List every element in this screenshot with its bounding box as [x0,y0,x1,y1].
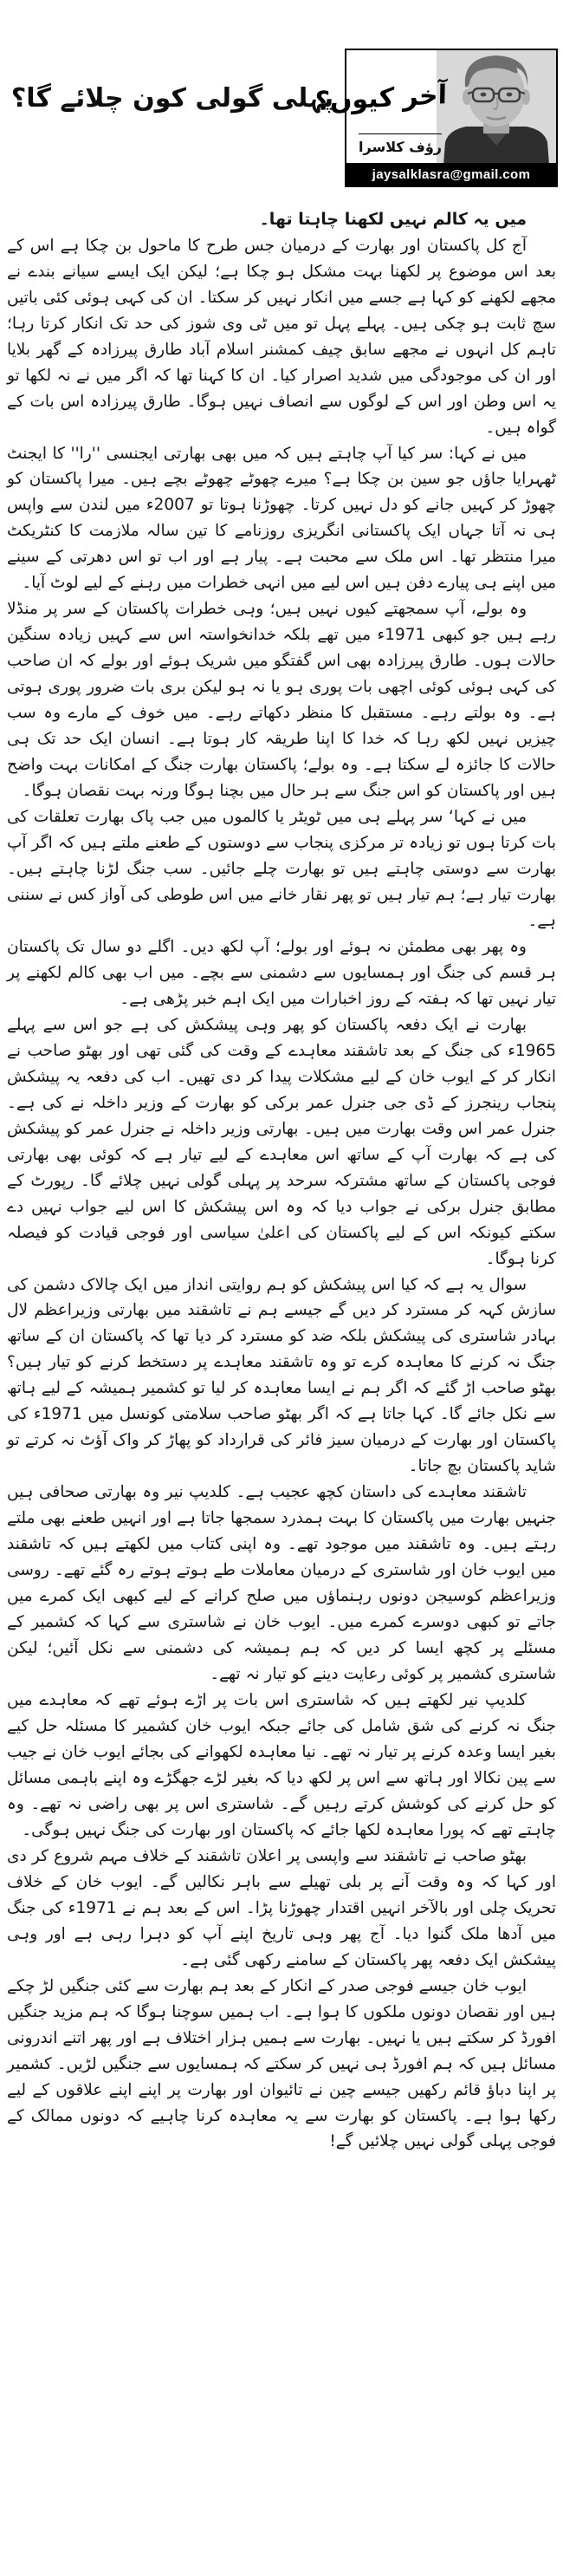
article-body [0,198,563,2179]
article-paragraph: ایوب خان جیسے فوجی صدر کے انکار کے بعد ہم بھارت سے کئی جنگیں لڑ چکے ہیں اور نقصان دونوں ملکوں کا ہوا ہے۔ اب ہمیں سوچنا ہوگا کہ ہم مزید جنگیں افورڈ کر سکتے ہیں یا نہیں۔ بھارت سے ہمیں ہزار اختلاف ہے اور پھر اتنے اندرونی مسائل ہیں کہ ہم افورڈ ہی نہیں کر سکتے کہ ہمسایوں سے جنگیں لڑیں۔ کشمیر پر اپنا دباؤ قائم رکھیں جیسے چین نے تائیوان اور بھارت پر اپنے اپنے علاقوں کے لیے رکھا ہوا ہے۔ پاکستان کو بھارت سے یہ معاہدہ کرنا چاہیے کہ دونوں ممالک کے فوجی پہلی گولی نہیں چلائیں گے! [7,1976,556,2151]
author-name: رؤف کلاسرا [359,133,442,155]
article-paragraph: کلدیپ نیر لکھتے ہیں کہ شاستری اس بات پر اڑے ہوئے تھے کہ معاہدے میں جنگ نہ کرنے کی شق شامل کی جائے جبکہ ایوب خان کشمیر کا مسئلہ حل کیے بغیر ایسا وعدہ کرنے پر تیار نہ تھے۔ نیا معاہدہ لکھوانے کی بجائے ایوب خان نے جیب سے پین نکالا اور ہاتھ سے اس پر لکھ دیا کہ بغیر لڑے جھگڑے وہ اپنے باہمی مسائل کو حل کرنے کی کوشش کرتے رہیں گے۔ شاستری اس پر بھی راضی نہ تھے۔ وہ چاہتے تھے کہ پورا معاہدہ لکھا جائے کہ پاکستان اور بھارت کی جنگ نہیں ہوگی۔ [7,1691,556,1839]
author-portrait-icon [437,50,556,163]
article-paragraph: آج کل پاکستان اور بھارت کے درمیان جس طرح کا ماحول بن چکا ہے اس کے بعد اس موضوع پر لکھنا بہت مشکل ہو چکا ہے؛ لیکن ایک ایسے سیانے بندے نے مجھے لکھنے کو کہا ہے جسے میں انکار نہیں کر سکتا۔ ان کی کہی ہوئی کئی باتیں سچ ثابت ہو چکی ہیں۔ پہلے پہل تو میں ٹی وی شوز کی حد تک انکار کرتا رہا؛ تاہم کل انہوں نے مجھے سابق چیف کمشنر اسلام آباد طارق پیرزادہ کے گھر بلایا اور ان کی موجودگی میں شدید اصرار کیا۔ ان کا کہنا تھا کہ اگر میں نے نہ لکھا تو یہ اس وطن اور اس کے لوگوں سے انصاف نہیں ہوگا۔ طارق پیرزادہ اس بات کے گواہ ہیں۔ [7,236,556,437]
article-paragraph: وہ بولے، آپ سمجھتے کیوں نہیں ہیں؛ وہی خطرات پاکستان کے سر پر منڈلا رہے ہیں جو کبھی 1971ء میں تھے بلکہ خدانخواستہ اس سے کہیں زیادہ سنگین حالات ہوں۔ طارق پیرزادہ بھی اس گفتگو میں شریک ہوئے اور بولے کہ ان صاحب کی کہی ہوئی کوئی اچھی بات پوری ہو یا نہ ہو لیکن بری بات ضرور پوری ہوتی ہے۔ وہ بولتے رہے۔ مستقبل کا منظر دکھاتے رہے۔ میں خوف کے مارے وہ سب چیزیں نہیں لکھ رہا کہ خدا کا اپنا طریقہ کار ہوتا ہے۔ انسان ایک حد تک ہی حالات کا جائزہ لے سکتا ہے۔ وہ بولے؛ پاکستان بھارت جنگ کے امکانات بہت واضح ہیں اور پاکستان کو اس جنگ سے ہر حال میں بچنا ہوگا ورنہ بہت نقصان ہوگا۔ [7,600,556,801]
article-paragraph: سوال یہ ہے کہ کیا اس پیشکش کو ہم روایتی انداز میں ایک چالاک دشمن کی سازش کہہ کر مسترد کر دیں گے جیسے ہم نے تاشقند میں بھارتی وزیراعظم لال بہادر شاستری کی پیشکش بلکہ ضد کو مسترد کر دیا تھا کہ پاکستان ان کے ساتھ جنگ نہ کرنے کا معاہدہ کرے تو وہ تاشقند معاہدے پر دستخط کرنے کو تیار ہیں؟ بھٹو صاحب اڑ گئے کہ اگر ہم نے ایسا معاہدہ کر لیا تو کشمیر ہمیشہ کے لیے ہاتھ سے نکل جائے گا۔ کہا جاتا ہے کہ اگر بھٹو صاحب سلامتی کونسل میں 1971ء کی پاکستان اور بھارت کے درمیان سیز فائر کی قرارداد کو پھاڑ کر واک آؤٹ نہ کرتے تو شاید پاکستان بچ جاتا۔ [7,1275,556,1476]
masthead-box [314,49,558,187]
article-paragraph: بھارت نے ایک دفعہ پاکستان کو پھر وہی پیشکش کی ہے جو اس سے پہلے 1965ء کی جنگ کے بعد تاشقند معاہدے کے وقت کی گئی تھی اور بھٹو صاحب نے انکار کر کے ایوب خان کے لیے مشکلات پیدا کر دی تھیں۔ اب کی دفعہ یہ پیشکش پنجاب رینجرز کے ڈی جی جنرل عمر برکی کو بھارت کے وزیر داخلہ نے کی ہے۔ جنرل عمر اس وقت بھارت میں ہیں۔ بھارتی وزیر داخلہ نے جنرل عمر کو پیشکش کی ہے کہ بھارت آپ کے ساتھ اس معاہدے کے لیے تیار ہے کہ کوئی بھی بھارتی فوجی پاکستان کے ساتھ مشترکہ سرحد پر پہلی گولی نہیں چلائے گا۔ رپورٹ کے مطابق جنرل برکی نے جواب دیا کہ وہ اس پیشکش کا اس لیے جواب نہیں دے سکتے کیونکہ اس کے لیے پاکستان کی اعلیٰ سیاسی اور فوجی قیادت کو فیصلہ کرنا ہوگا۔ [7,1015,556,1268]
article-headline: پہلی گولی کون چلائے گا؟ [10,83,334,114]
article-lead: میں یہ کالم نہیں لکھنا چاہتا تھا۔ [259,210,527,229]
author-email: jaysalklasra@gmail.com [346,163,556,185]
author-photo [437,50,556,163]
article-paragraphs [7,233,556,2156]
article-paragraph: میں نے کہا‘ سر پہلے ہی میں ٹویٹر یا کالموں میں جب پاک بھارت تعلقات کی بات کرتا ہوں تو زیادہ تر مرکزی پنجاب سے دوستوں کے طعنے ملتے ہیں کہ اگر آپ بھارت سے دوستی چاہتے ہیں تو بھارت چلے جائیں۔ سب جنگ لڑنا چاہتے ہیں۔ بھارت تیار ہے؛ ہم تیار ہیں تو پھر نقار خانے میں اس طوطی کی آواز کس نے سننی ہے۔ [7,808,556,930]
article-paragraph: بھٹو صاحب نے تاشقند سے واپسی پر اعلان تاشقند کے خلاف مہم شروع کر دی اور کہا کہ وہ وقت آنے پر بلی تھیلے سے باہر نکالیں گے۔ ایوب خان کے خلاف تحریک چلی اور بالآخر انہیں اقتدار چھوڑنا پڑا۔ اس کے بعد ہم نے 1971ء کی جنگ میں آدھا ملک گنوا دیا۔ آج پھر وہی تاریخ اپنے آپ کو دہرا رہی ہے اور وہی پیشکش ایک دفعہ پھر پاکستان کے سامنے رکھی گئی ہے۔ [7,1846,557,1969]
header-band [0,0,563,198]
column-title-calligraphy: آخر کیوں؟ [314,80,448,118]
article-paragraph: تاشقند معاہدے کی داستان کچھ عجیب ہے۔ کلدیپ نیر وہ بھارتی صحافی ہیں جنہیں بھارت میں پاکستان کا بہت ہمدرد سمجھا جاتا ہے اور انہیں طعنے بھی ملتے رہتے ہیں۔ وہ تاشقند میں موجود تھے۔ وہ اپنی کتاب میں لکھتے ہیں کہ تاشقند میں ایوب خان اور شاستری کے درمیان معاملات طے ہوتے ہوتے رہ گئے تھے۔ روسی وزیراعظم کوسیجن دونوں رہنماؤں میں صلح کرانے کے لیے کبھی ایک کمرے میں جاتے تو کبھی دوسرے کمرے میں۔ ایوب خان نے شاستری سے کہا کہ کشمیر کے مسئلے پر کچھ ایسا کر دیں کہ ہم ہمیشہ کی دشمنی سے نکل آئیں؛ لیکن شاستری کشمیر پر کوئی رعایت دینے کو تیار نہ تھے۔ [7,1483,556,1684]
article-paragraph: وہ پھر بھی مطمئن نہ ہوئے اور بولے؛ آپ لکھ دیں۔ اگلے دو سال تک پاکستان ہر قسم کی جنگ اور ہمسایوں سے دشمنی سے بچے۔ میں اب بھی کالم لکھنے پر تیار نہیں تھا کہ ہفتہ کے روز اخبارات میں ایک اہم خبر پڑھی ہے۔ [7,937,556,1008]
article-paragraph: میں نے کہا: سر کیا آپ چاہتے ہیں کہ میں بھی بھارتی ایجنسی ''را'' کا ایجنٹ ٹھہرایا جاؤں جو سین بن چکا ہے؟ میرے چھوٹے چھوٹے بچے ہیں۔ میرا پاکستان کو چھوڑ کر کہیں جانے کو دل نہیں کرتا۔ چھوڑنا ہوتا تو 2007ء میں لندن سے واپس ہی نہ آتا جہاں ایک پاکستانی انگریزی روزنامے کا تین سالہ ملازمت کا کنٹریکٹ میرا منتظر تھا۔ اس ملک سے محبت ہے۔ پیار ہے اور اب تو اس دھرتی کے سینے میں اپنے ہی پیارے دفن ہیں اس لیے میں انہی خطرات میں رہنے کے لیے لوٹ آیا۔ [7,444,556,593]
